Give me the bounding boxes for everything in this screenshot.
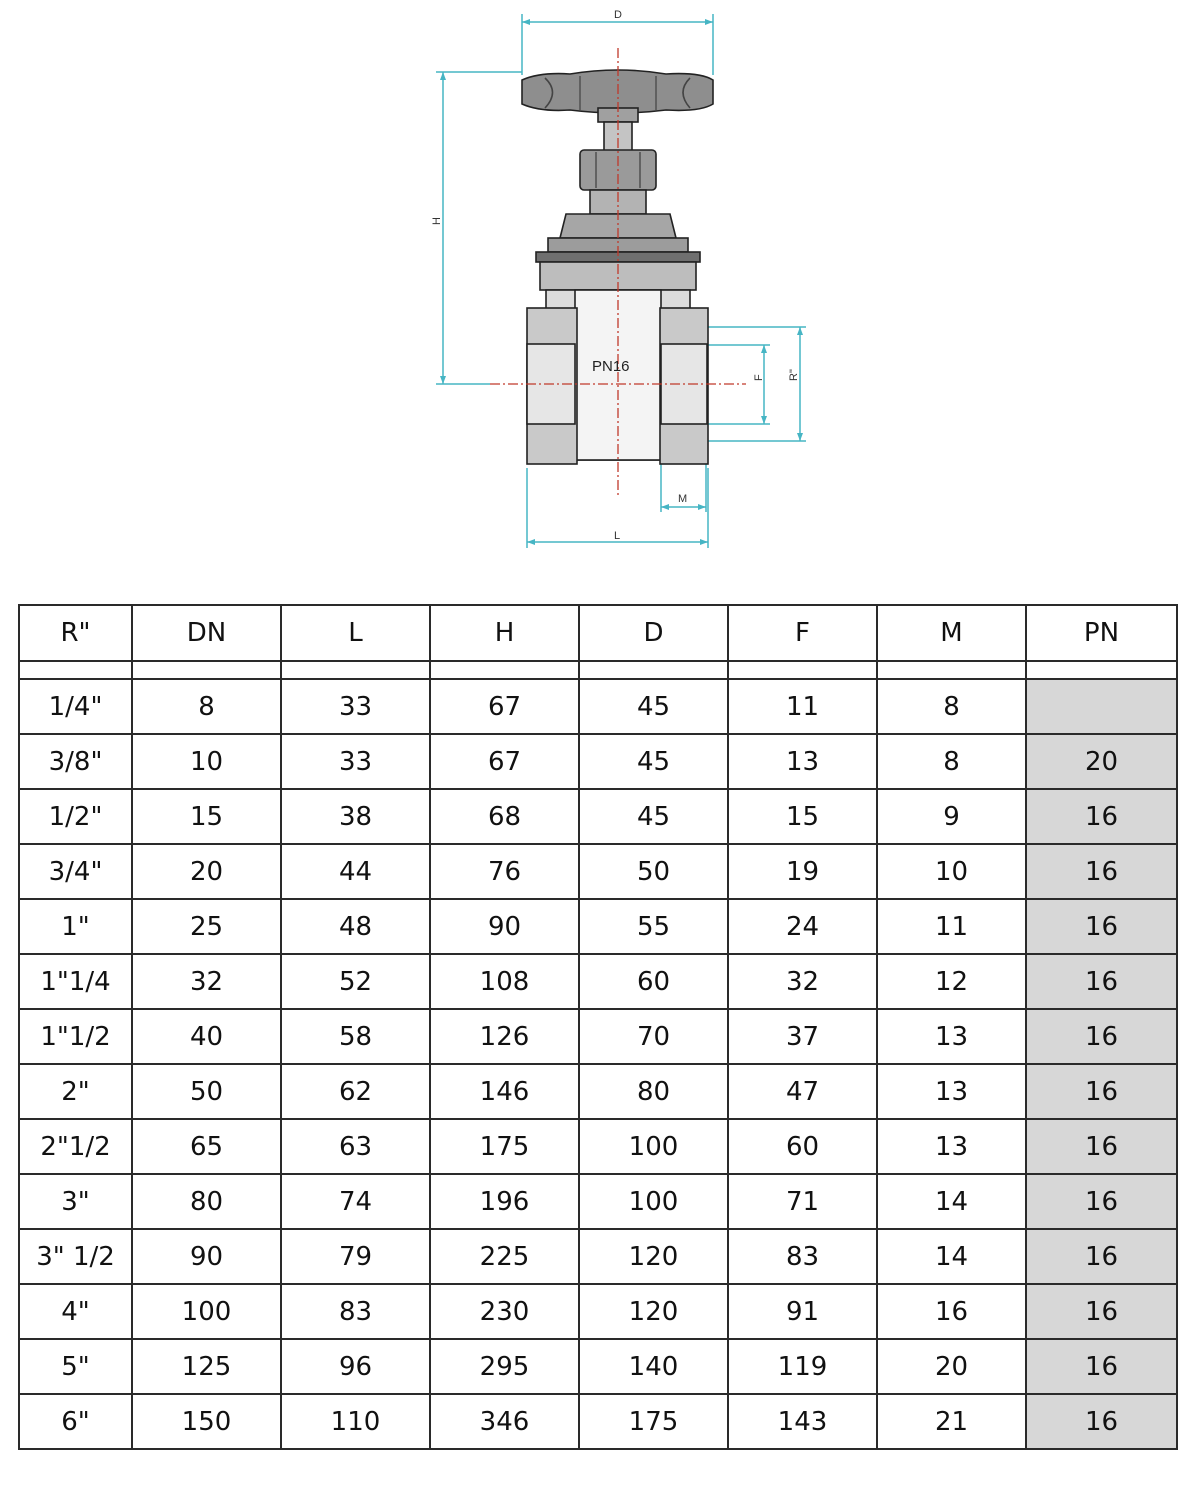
cell-r: 4" bbox=[19, 1284, 132, 1339]
cell-m: 10 bbox=[877, 844, 1026, 899]
cell-l: 52 bbox=[281, 954, 430, 1009]
cell-dn: 50 bbox=[132, 1064, 281, 1119]
gate-valve-drawing bbox=[0, 0, 1192, 580]
cell-h: 67 bbox=[430, 679, 579, 734]
cell-f: 47 bbox=[728, 1064, 877, 1119]
header-r: R" bbox=[19, 605, 132, 661]
cell-dn: 20 bbox=[132, 844, 281, 899]
cell-d: 70 bbox=[579, 1009, 728, 1064]
table-row bbox=[19, 1339, 1177, 1394]
cell-m: 21 bbox=[877, 1394, 1026, 1449]
dimension-label-r: R" bbox=[788, 369, 800, 381]
cell-d: 175 bbox=[579, 1394, 728, 1449]
cell-dn: 10 bbox=[132, 734, 281, 789]
cell-d: 60 bbox=[579, 954, 728, 1009]
cell-h: 126 bbox=[430, 1009, 579, 1064]
header-f: F bbox=[728, 605, 877, 661]
cell-pn: 16 bbox=[1026, 899, 1177, 954]
cell-l: 58 bbox=[281, 1009, 430, 1064]
cell-d: 140 bbox=[579, 1339, 728, 1394]
table-row bbox=[19, 1394, 1177, 1449]
cell-dn: 8 bbox=[132, 679, 281, 734]
table-row bbox=[19, 1064, 1177, 1119]
cell-r: 3" bbox=[19, 1174, 132, 1229]
cell-h: 175 bbox=[430, 1119, 579, 1174]
cell-dn: 125 bbox=[132, 1339, 281, 1394]
cell-l: 62 bbox=[281, 1064, 430, 1119]
dimension-label-f: F bbox=[753, 374, 765, 381]
cell-m: 13 bbox=[877, 1064, 1026, 1119]
cell-r: 3/8" bbox=[19, 734, 132, 789]
dimension-label-m: M bbox=[678, 493, 688, 505]
cell-d: 45 bbox=[579, 679, 728, 734]
table-row bbox=[19, 1284, 1177, 1339]
table-spacer-row bbox=[19, 661, 1177, 679]
cell-m: 8 bbox=[877, 679, 1026, 734]
cell-f: 11 bbox=[728, 679, 877, 734]
table-row bbox=[19, 899, 1177, 954]
cell-d: 45 bbox=[579, 734, 728, 789]
cell-d: 100 bbox=[579, 1119, 728, 1174]
cell-m: 12 bbox=[877, 954, 1026, 1009]
cell-f: 32 bbox=[728, 954, 877, 1009]
cell-dn: 80 bbox=[132, 1174, 281, 1229]
table-row bbox=[19, 1229, 1177, 1284]
cell-d: 80 bbox=[579, 1064, 728, 1119]
cell-l: 33 bbox=[281, 734, 430, 789]
cell-l: 74 bbox=[281, 1174, 430, 1229]
cell-h: 90 bbox=[430, 899, 579, 954]
header-dn: DN bbox=[132, 605, 281, 661]
cell-l: 63 bbox=[281, 1119, 430, 1174]
cell-f: 19 bbox=[728, 844, 877, 899]
cell-f: 143 bbox=[728, 1394, 877, 1449]
header-d: D bbox=[579, 605, 728, 661]
cell-pn: 16 bbox=[1026, 1119, 1177, 1174]
cell-l: 44 bbox=[281, 844, 430, 899]
cell-d: 120 bbox=[579, 1284, 728, 1339]
cell-pn: 16 bbox=[1026, 1229, 1177, 1284]
cell-pn: 16 bbox=[1026, 1284, 1177, 1339]
cell-m: 20 bbox=[877, 1339, 1026, 1394]
cell-dn: 90 bbox=[132, 1229, 281, 1284]
cell-r: 1" bbox=[19, 899, 132, 954]
cell-h: 76 bbox=[430, 844, 579, 899]
cell-f: 15 bbox=[728, 789, 877, 844]
cell-f: 24 bbox=[728, 899, 877, 954]
cell-m: 9 bbox=[877, 789, 1026, 844]
table-row bbox=[19, 1174, 1177, 1229]
cell-m: 13 bbox=[877, 1009, 1026, 1064]
cell-h: 196 bbox=[430, 1174, 579, 1229]
table-header-row bbox=[19, 605, 1177, 661]
table-row bbox=[19, 789, 1177, 844]
cell-pn: 16 bbox=[1026, 1394, 1177, 1449]
body-marking: PN16 bbox=[592, 358, 630, 375]
cell-l: 33 bbox=[281, 679, 430, 734]
cell-r: 1/2" bbox=[19, 789, 132, 844]
cell-d: 50 bbox=[579, 844, 728, 899]
cell-pn: 16 bbox=[1026, 954, 1177, 1009]
cell-dn: 15 bbox=[132, 789, 281, 844]
cell-m: 11 bbox=[877, 899, 1026, 954]
cell-r: 2"1/2 bbox=[19, 1119, 132, 1174]
table-row bbox=[19, 1009, 1177, 1064]
cell-pn: 20 bbox=[1026, 734, 1177, 789]
cell-l: 96 bbox=[281, 1339, 430, 1394]
cell-r: 5" bbox=[19, 1339, 132, 1394]
cell-pn: 16 bbox=[1026, 1009, 1177, 1064]
table-row bbox=[19, 1119, 1177, 1174]
cell-l: 38 bbox=[281, 789, 430, 844]
header-l: L bbox=[281, 605, 430, 661]
cell-m: 14 bbox=[877, 1174, 1026, 1229]
cell-f: 37 bbox=[728, 1009, 877, 1064]
table-row bbox=[19, 844, 1177, 899]
cell-h: 108 bbox=[430, 954, 579, 1009]
cell-f: 71 bbox=[728, 1174, 877, 1229]
cell-pn: 16 bbox=[1026, 789, 1177, 844]
cell-l: 79 bbox=[281, 1229, 430, 1284]
cell-l: 48 bbox=[281, 899, 430, 954]
cell-d: 100 bbox=[579, 1174, 728, 1229]
cell-h: 346 bbox=[430, 1394, 579, 1449]
cell-pn: 16 bbox=[1026, 1174, 1177, 1229]
cell-f: 91 bbox=[728, 1284, 877, 1339]
cell-h: 67 bbox=[430, 734, 579, 789]
cell-d: 55 bbox=[579, 899, 728, 954]
table-body bbox=[19, 661, 1177, 1449]
cell-l: 83 bbox=[281, 1284, 430, 1339]
header-pn: PN bbox=[1026, 605, 1177, 661]
cell-h: 230 bbox=[430, 1284, 579, 1339]
cell-r: 1/4" bbox=[19, 679, 132, 734]
cell-r: 3" 1/2 bbox=[19, 1229, 132, 1284]
cell-r: 1"1/4 bbox=[19, 954, 132, 1009]
cell-f: 119 bbox=[728, 1339, 877, 1394]
cell-pn: 16 bbox=[1026, 1064, 1177, 1119]
cell-r: 2" bbox=[19, 1064, 132, 1119]
cell-dn: 40 bbox=[132, 1009, 281, 1064]
cell-f: 13 bbox=[728, 734, 877, 789]
cell-f: 60 bbox=[728, 1119, 877, 1174]
cell-r: 1"1/2 bbox=[19, 1009, 132, 1064]
cell-m: 16 bbox=[877, 1284, 1026, 1339]
cell-d: 120 bbox=[579, 1229, 728, 1284]
table-row bbox=[19, 679, 1177, 734]
header-m: M bbox=[877, 605, 1026, 661]
cell-pn bbox=[1026, 679, 1177, 734]
cell-pn: 16 bbox=[1026, 1339, 1177, 1394]
cell-m: 14 bbox=[877, 1229, 1026, 1284]
dimension-label-l: L bbox=[614, 530, 621, 542]
cell-h: 68 bbox=[430, 789, 579, 844]
dimension-label-h: H bbox=[431, 217, 443, 225]
cell-h: 225 bbox=[430, 1229, 579, 1284]
cell-m: 8 bbox=[877, 734, 1026, 789]
header-h: H bbox=[430, 605, 579, 661]
cell-pn: 16 bbox=[1026, 844, 1177, 899]
cell-h: 146 bbox=[430, 1064, 579, 1119]
cell-m: 13 bbox=[877, 1119, 1026, 1174]
table-row bbox=[19, 954, 1177, 1009]
dimension-label-d: D bbox=[614, 9, 622, 21]
cell-h: 295 bbox=[430, 1339, 579, 1394]
dimensions-table bbox=[18, 604, 1178, 1450]
table-row bbox=[19, 734, 1177, 789]
cell-dn: 100 bbox=[132, 1284, 281, 1339]
cell-l: 110 bbox=[281, 1394, 430, 1449]
cell-dn: 150 bbox=[132, 1394, 281, 1449]
cell-dn: 25 bbox=[132, 899, 281, 954]
cell-dn: 32 bbox=[132, 954, 281, 1009]
cell-r: 3/4" bbox=[19, 844, 132, 899]
cell-f: 83 bbox=[728, 1229, 877, 1284]
cell-r: 6" bbox=[19, 1394, 132, 1449]
cell-d: 45 bbox=[579, 789, 728, 844]
cell-dn: 65 bbox=[132, 1119, 281, 1174]
